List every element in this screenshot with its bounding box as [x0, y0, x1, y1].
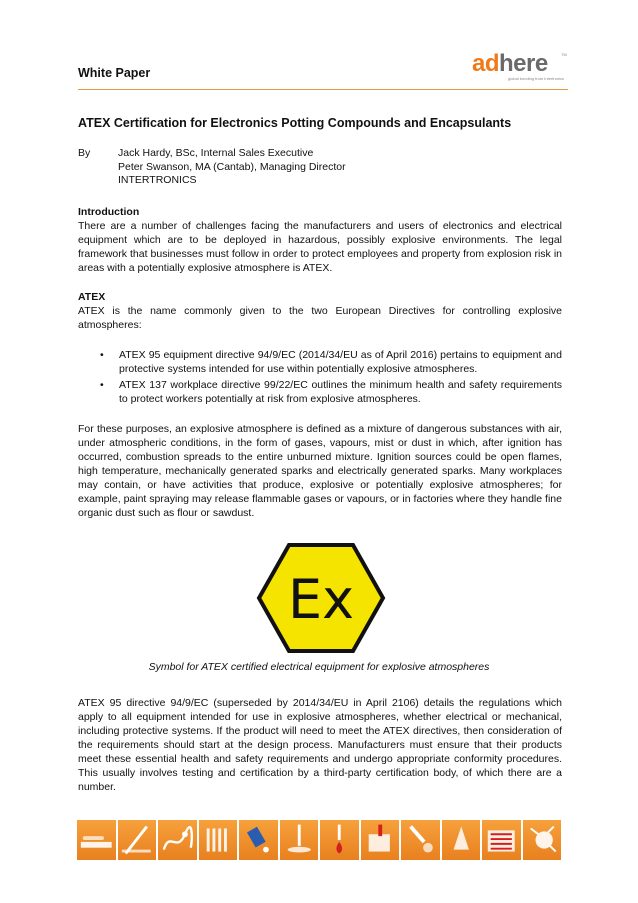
by-label: By [78, 147, 91, 159]
spark-icon [523, 820, 562, 860]
logo-part2: here [499, 50, 548, 77]
company-logo [472, 52, 567, 82]
purposes-paragraph: For these purposes, an explosive atmosphere is defined as a mixture of dangerous substances with air, under atmospheric conditions, in the form of gases, vapours, mist or dust in which, after ignition has occurred, combustion spreads to the entire unburned mixture. Ignition sources could be open flames, high temperature, mechanically generated sparks and electrically generated sparks. Many workplaces may contain, or have activities that produce, explosive or potentially explosive atmospheres; for example, paint spraying may release flammable gases or vapours, or in factories where they handle fine organic dust such as flour or sawdust. [78, 423, 562, 519]
atex-ex-symbol [256, 542, 386, 654]
document-title: ATEX Certification for Electronics Potting Compounds and Encapsulants [78, 116, 512, 130]
author-list [118, 147, 346, 188]
wire-icon [158, 820, 197, 860]
atex-intro: ATEX is the name commonly given to the two European Directives for controlling explosive atmospheres: [78, 305, 562, 331]
drop-icon [320, 820, 359, 860]
header-rule [78, 89, 568, 90]
footer-image-strip [77, 820, 561, 860]
logo-part1: ad [472, 50, 500, 77]
author-line: Jack Hardy, BSc, Internal Sales Executive [118, 147, 314, 159]
atex-section [78, 290, 562, 332]
atex95-paragraph: ATEX 95 directive 94/9/EC (superseded by 2014/34/EU in April 2106) details the regulations which apply to all equipment intended for use in explosive atmospheres, whether electrical or mechanical, including protective systems. If the product will need to meet the ATEX directives, then consideration of the requirements should start at the design process. Manufacturers must ensure that their products meet these essential health and safety requirements and undergo appropriate conformity procedures. This usually involves testing and certification by a third-party certification body, of which there are a number. [78, 697, 562, 793]
introduction-section [78, 205, 562, 275]
list-item [100, 378, 562, 406]
logo-wordmark [472, 50, 548, 77]
pour-icon [361, 820, 400, 860]
symbol-caption: Symbol for ATEX certified electrical equipment for explosive atmospheres [148, 661, 490, 673]
author-line: Peter Swanson, MA (Cantab), Managing Director [118, 160, 346, 173]
author-line: INTERTRONICS [118, 174, 197, 186]
atex-bullet-list [100, 348, 562, 408]
dispense-icon [239, 820, 278, 860]
logo-tm: TM [561, 52, 567, 57]
syringe-icon [118, 820, 157, 860]
bead-icon [77, 820, 116, 860]
bullet-text: ATEX 95 equipment directive 94/9/EC (2014/34/EU as of April 2016) pertains to equipment and protective systems intended for use within potentially explosive atmospheres. [119, 349, 562, 375]
comb-icon [199, 820, 238, 860]
introduction-body: There are a number of challenges facing the manufacturers and users of electronics and electrical equipment which are to be deployed in hazardous, possibly explosive environments. The legal framework that businesses must follow in order to protect employees and property from explosion risk in areas with a potentially explosive atmosphere is ATEX. [78, 220, 562, 274]
list-item [100, 348, 562, 376]
bullet-glyph: • [100, 349, 104, 361]
spray-icon [401, 820, 440, 860]
section-label: White Paper [78, 66, 151, 80]
needle-icon [280, 820, 319, 860]
atex-heading: ATEX [78, 291, 106, 303]
introduction-heading: Introduction [78, 206, 140, 218]
bullet-glyph: • [100, 379, 104, 391]
cone-icon [442, 820, 481, 860]
ex-glyph: Ex [287, 568, 355, 631]
coil-icon [482, 820, 521, 860]
logo-tagline: global bonding from Intertronics [508, 76, 565, 81]
bullet-text: ATEX 137 workplace directive 99/22/EC outlines the minimum health and safety requirements to protect workers potentially at risk from explosive atmospheres. [119, 379, 562, 405]
